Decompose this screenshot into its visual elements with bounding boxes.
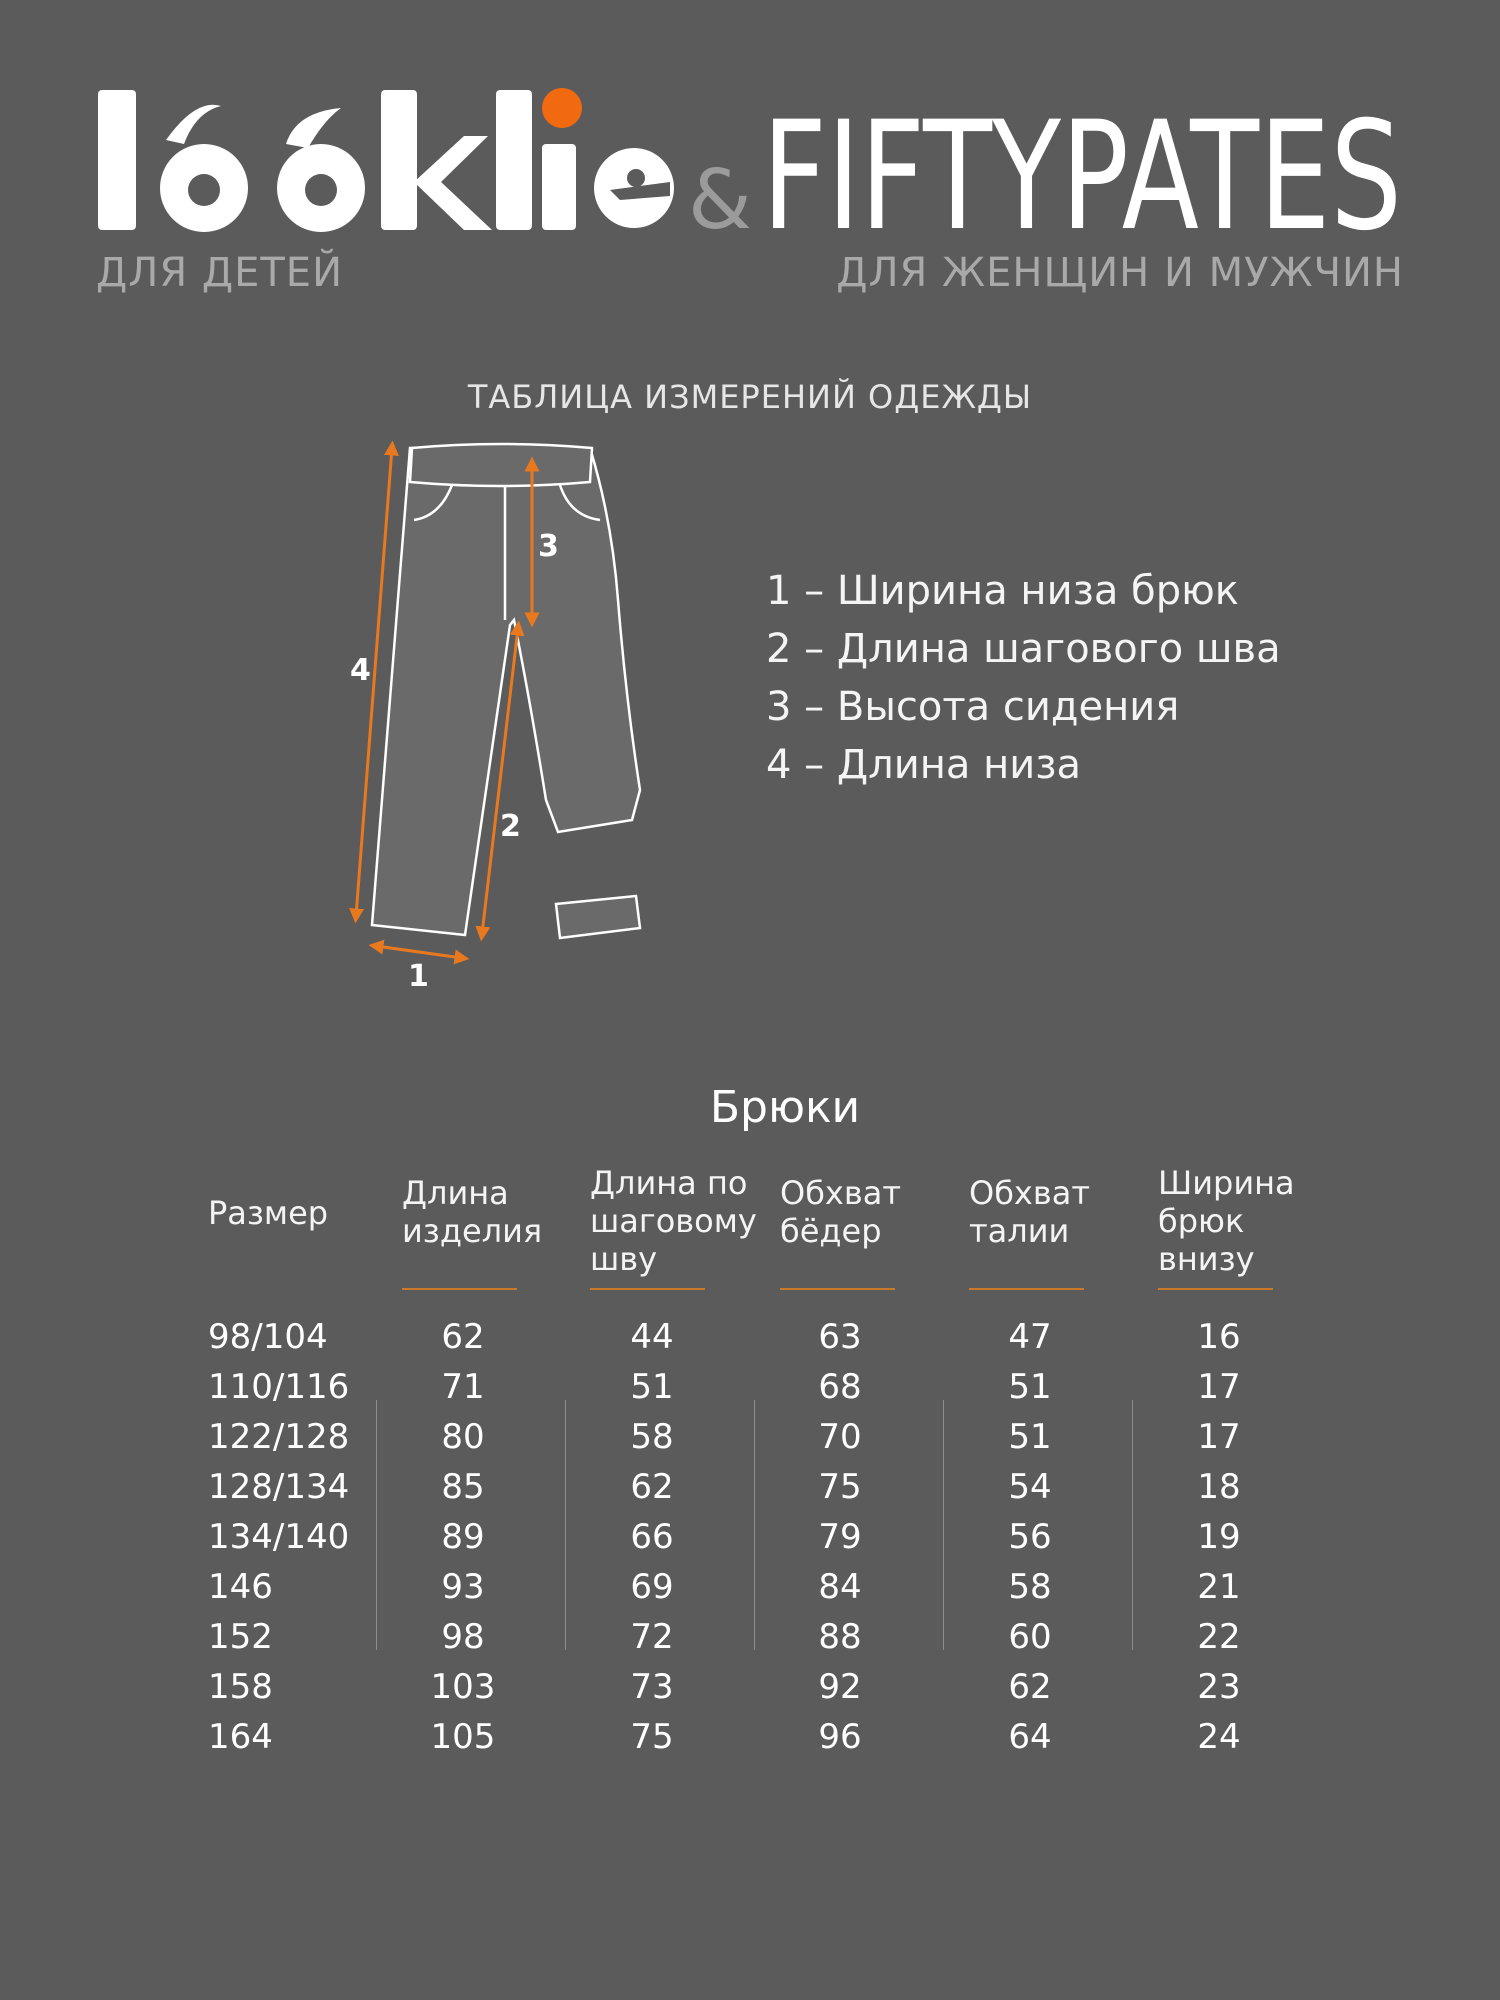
cell-inseam: 44 bbox=[630, 1317, 674, 1357]
cell-hips: 84 bbox=[818, 1567, 862, 1607]
cell-waist: 60 bbox=[1008, 1617, 1052, 1657]
header-size: Размер bbox=[208, 1194, 329, 1232]
cell-length: 62 bbox=[441, 1317, 485, 1357]
cell-waist: 64 bbox=[1008, 1717, 1052, 1757]
table-row bbox=[0, 1712, 1500, 1762]
cell-length: 105 bbox=[430, 1717, 496, 1757]
cell-length: 85 bbox=[441, 1467, 485, 1507]
legend-item-2: 2 – Длина шагового шва bbox=[766, 626, 1281, 672]
fiftypates-logo bbox=[762, 70, 1402, 240]
marker-4: 4 bbox=[350, 653, 371, 688]
cell-waist: 47 bbox=[1008, 1317, 1052, 1357]
cell-hips: 79 bbox=[818, 1517, 862, 1557]
cell-hem-width: 22 bbox=[1197, 1617, 1241, 1657]
cell-hips: 96 bbox=[818, 1717, 862, 1757]
cell-length: 71 bbox=[441, 1367, 485, 1407]
cell-hem-width: 18 bbox=[1197, 1467, 1241, 1507]
cell-inseam: 72 bbox=[630, 1617, 674, 1657]
cell-length: 80 bbox=[441, 1417, 485, 1457]
cell-inseam: 73 bbox=[630, 1667, 674, 1707]
fiftypates-wordmark: FIFTYPATES bbox=[762, 90, 1402, 240]
cell-length: 89 bbox=[441, 1517, 485, 1557]
cell-size: 146 bbox=[208, 1567, 273, 1607]
cell-waist: 56 bbox=[1008, 1517, 1052, 1557]
cell-hem-width: 19 bbox=[1197, 1517, 1241, 1557]
table-row bbox=[0, 1362, 1500, 1412]
cell-size: 128/134 bbox=[208, 1467, 350, 1507]
marker-1: 1 bbox=[408, 959, 429, 994]
arrow-1 bbox=[376, 946, 462, 958]
header-underline bbox=[969, 1288, 1084, 1290]
cell-hem-width: 23 bbox=[1197, 1667, 1241, 1707]
header-hem-width: Ширина брюк внизу bbox=[1158, 1164, 1295, 1278]
sheet-title: ТАБЛИЦА ИЗМЕРЕНИЙ ОДЕЖДЫ bbox=[467, 378, 1033, 416]
legend-item-3: 3 – Высота сидения bbox=[766, 684, 1180, 730]
header-length: Длина изделия bbox=[402, 1174, 543, 1250]
cell-size: 98/104 bbox=[208, 1317, 328, 1357]
cell-waist: 54 bbox=[1008, 1467, 1052, 1507]
measurement-legend bbox=[766, 562, 1281, 794]
header-waist: Обхват талии bbox=[969, 1174, 1090, 1250]
cell-inseam: 58 bbox=[630, 1417, 674, 1457]
pants-diagram bbox=[330, 430, 660, 1010]
cell-size: 158 bbox=[208, 1667, 273, 1707]
cell-size: 122/128 bbox=[208, 1417, 350, 1457]
cell-inseam: 51 bbox=[630, 1367, 674, 1407]
header-hips: Обхват бёдер bbox=[780, 1174, 901, 1250]
table-title: Брюки bbox=[709, 1082, 861, 1133]
header-underline bbox=[590, 1288, 705, 1290]
table-row bbox=[0, 1312, 1500, 1362]
cell-length: 103 bbox=[430, 1667, 496, 1707]
cell-waist: 58 bbox=[1008, 1567, 1052, 1607]
cell-hem-width: 21 bbox=[1197, 1567, 1241, 1607]
cell-hem-width: 24 bbox=[1197, 1717, 1241, 1757]
table-row bbox=[0, 1662, 1500, 1712]
table-row bbox=[0, 1612, 1500, 1662]
cell-waist: 62 bbox=[1008, 1667, 1052, 1707]
cell-size: 164 bbox=[208, 1717, 273, 1757]
cell-length: 98 bbox=[441, 1617, 485, 1657]
cell-hem-width: 17 bbox=[1197, 1367, 1241, 1407]
size-table-body bbox=[0, 1312, 1500, 1762]
cell-length: 93 bbox=[441, 1567, 485, 1607]
cell-inseam: 66 bbox=[630, 1517, 674, 1557]
ampersand: & bbox=[688, 153, 752, 248]
cell-hips: 92 bbox=[818, 1667, 862, 1707]
header-underline bbox=[780, 1288, 895, 1290]
subtitle-adults: ДЛЯ ЖЕНЩИН И МУЖЧИН bbox=[836, 250, 1404, 296]
lookie-logo bbox=[96, 78, 676, 248]
cell-hem-width: 16 bbox=[1197, 1317, 1241, 1357]
cell-hips: 68 bbox=[818, 1367, 862, 1407]
table-row bbox=[0, 1512, 1500, 1562]
marker-3: 3 bbox=[538, 529, 559, 564]
table-row bbox=[0, 1562, 1500, 1612]
cell-hips: 63 bbox=[818, 1317, 862, 1357]
header-underline bbox=[402, 1288, 517, 1290]
header-inseam: Длина по шаговому шву bbox=[590, 1164, 757, 1278]
table-row bbox=[0, 1462, 1500, 1512]
cell-waist: 51 bbox=[1008, 1417, 1052, 1457]
cell-inseam: 69 bbox=[630, 1567, 674, 1607]
cell-hips: 75 bbox=[818, 1467, 862, 1507]
legend-item-4: 4 – Длина низа bbox=[766, 742, 1081, 788]
cell-inseam: 75 bbox=[630, 1717, 674, 1757]
pants-outline bbox=[372, 444, 640, 938]
cell-hips: 70 bbox=[818, 1417, 862, 1457]
legend-item-1: 1 – Ширина низа брюк bbox=[766, 568, 1239, 614]
cell-hips: 88 bbox=[818, 1617, 862, 1657]
table-row bbox=[0, 1412, 1500, 1462]
cell-size: 152 bbox=[208, 1617, 273, 1657]
orange-dot bbox=[542, 88, 582, 128]
cell-inseam: 62 bbox=[630, 1467, 674, 1507]
cell-waist: 51 bbox=[1008, 1367, 1052, 1407]
header-underline bbox=[1158, 1288, 1273, 1290]
cell-size: 134/140 bbox=[208, 1517, 350, 1557]
subtitle-kids: ДЛЯ ДЕТЕЙ bbox=[96, 250, 343, 296]
cell-hem-width: 17 bbox=[1197, 1417, 1241, 1457]
cell-size: 110/116 bbox=[208, 1367, 350, 1407]
marker-2: 2 bbox=[500, 809, 521, 844]
